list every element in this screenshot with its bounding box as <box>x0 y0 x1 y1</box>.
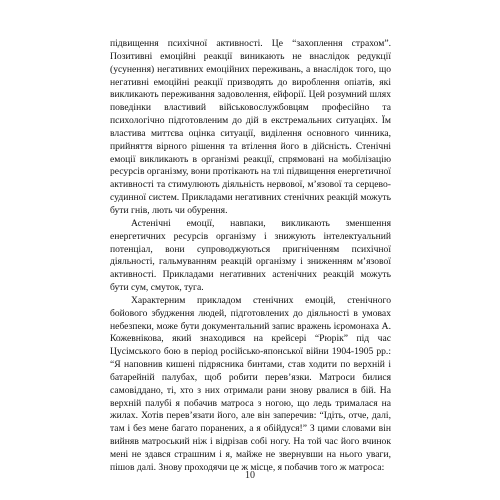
paragraph-2: Астенічні емоції, навпаки, викликають зменшення енергетичних ресурсів організму і знижують інтелектуальний потенціал, вони супроводжуються пригніченням психічної діяльності, гальмуванням реакцій організму і зниженням м’язової активності. Прикладами негативних астенічних реакцій можуть бути сум, смуток, туга. <box>110 217 391 294</box>
page-number: 10 <box>245 470 255 481</box>
paragraph-1: підвищення психічної активності. Це “захоплення страхом”. Позитивні емоційні реакції виникають не внаслідок редукції (усунення) негативних емоційних переживань, а внаслідок того, що негативні емоційні реакції призводять до вироблення опіатів, які викликають переживання задоволення, ейфорії. Цей розумний шлях поведінки властивий військовослужбовцям професійно та психологічно підготовленим до дій в екстремальних ситуаціях. Їм властива миттєва оцінка ситуації, виділення основного чинника, прийняття вірного рішення та втілення його в дійсність. Стенічні емоції викликають в організмі реакції, спрямовані на мобілізацію ресурсів організму, вони протікають на тлі підвищення енергетичної активності та стимулюють діяльність нервової, м’язової та серцево-судинної систем. Прикладами негативних стенічних реакцій можуть бути гнів, лють чи обурення. <box>110 38 391 216</box>
paragraph-3: Характерним прикладом стенічних емоцій, стенічного бойового збудження людей, підготовлених до діяльності в умовах небезпеки, може бути документальний запис вражень ієромонаха А. Кожевнікова, який знаходився на крейсері “Рюрік” під час Цусімського бою в період російсько-японської війни 1904-1905 рр.: “Я наповнив кишені підрясника бинтами, став ходити по верхній і батарейній палубах, щоб робити перев’язки. Матроси билися самовіддано, ті, хто з них отримали рани знову рвалися в бій. На верхній палубі я побачив матроса з ногою, що ледь трималася на жилах. Хотів перев’язати його, але він заперечив: “Ідіть, отче, далі, там і без мене багато поранених, а я обійдуся!” З цими словами він вийняв матроський ніж і відрізав собі ногу. На той час його вчинок мені не здався страшним і я, майже не звернувши на нього уваги, пішов далі. Знову проходячи це ж місце, я побачив того ж матроса: <box>110 294 391 473</box>
body-text <box>110 38 391 475</box>
